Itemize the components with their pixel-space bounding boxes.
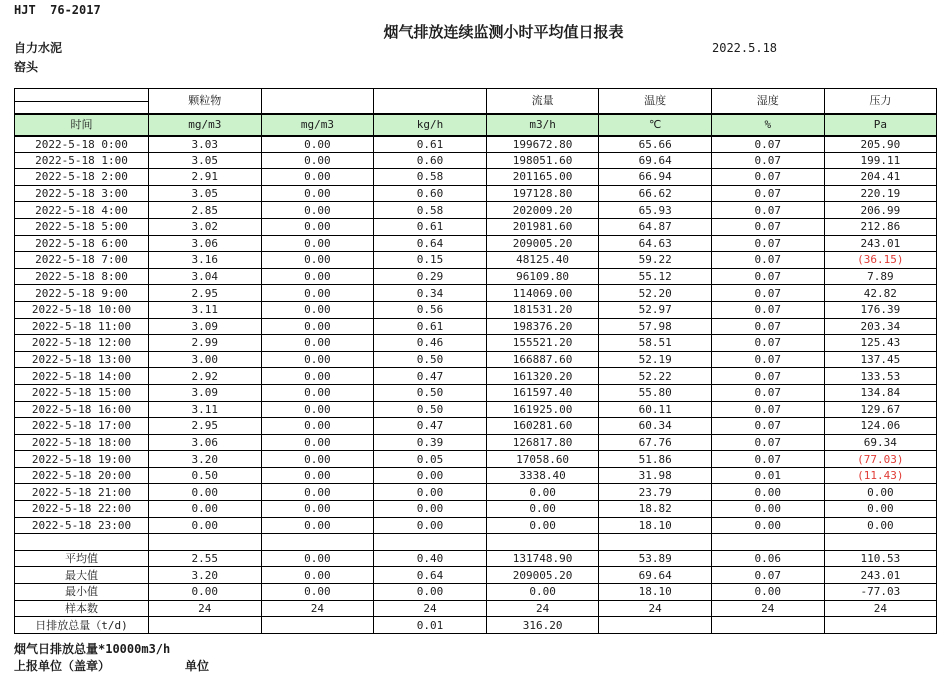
table-cell: 0.00 — [261, 484, 374, 501]
table-cell: 0.00 — [149, 517, 262, 534]
table-cell: 0.00 — [261, 301, 374, 318]
table-cell: 2.95 — [149, 418, 262, 435]
table-cell: 197128.80 — [486, 185, 599, 202]
row-label: 2022-5-18 12:00 — [15, 335, 149, 352]
table-cell: 0.00 — [374, 484, 487, 501]
table-cell: 161597.40 — [486, 384, 599, 401]
data-row — [15, 136, 937, 153]
table-cell: 0.50 — [374, 384, 487, 401]
table-cell: 18.82 — [599, 501, 712, 518]
row-label: 2022-5-18 22:00 — [15, 501, 149, 518]
table-cell: 67.76 — [599, 434, 712, 451]
table-cell: 220.19 — [824, 185, 937, 202]
table-cell — [599, 534, 712, 551]
table-cell: 2.99 — [149, 335, 262, 352]
row-label: 2022-5-18 8:00 — [15, 268, 149, 285]
row-label: 2022-5-18 0:00 — [15, 136, 149, 153]
table-cell: 0.50 — [374, 401, 487, 418]
table-cell: 0.00 — [261, 335, 374, 352]
row-label: 2022-5-18 20:00 — [15, 467, 149, 484]
data-row — [15, 185, 937, 202]
table-cell: 0.07 — [711, 301, 824, 318]
table-cell: 53.89 — [599, 550, 712, 567]
company-name: 自力水泥 — [14, 41, 63, 55]
table-cell: 0.05 — [374, 451, 487, 468]
table-cell: 0.29 — [374, 268, 487, 285]
data-row — [15, 467, 937, 484]
table-cell — [149, 534, 262, 551]
data-row — [15, 351, 937, 368]
table-cell: 133.53 — [824, 368, 937, 385]
table-cell: 0.00 — [261, 351, 374, 368]
table-cell: 0.00 — [711, 584, 824, 601]
table-cell: 160281.60 — [486, 418, 599, 435]
table-cell: 0.00 — [261, 451, 374, 468]
table-cell: 42.82 — [824, 285, 937, 302]
table-cell: 204.41 — [824, 169, 937, 186]
table-cell: 201981.60 — [486, 218, 599, 235]
table-cell: 24 — [374, 600, 487, 617]
table-cell: 3.06 — [149, 434, 262, 451]
data-row — [15, 434, 937, 451]
unit-cell-time: 时间 — [15, 114, 149, 136]
table-cell: 0.06 — [711, 550, 824, 567]
table-cell: 0.00 — [824, 517, 937, 534]
row-label: 2022-5-18 16:00 — [15, 401, 149, 418]
table-cell: 134.84 — [824, 384, 937, 401]
table-cell: 0.00 — [261, 501, 374, 518]
table-cell: (77.03) — [824, 451, 937, 468]
footer-report-org: 上报单位（盖章） — [14, 659, 111, 673]
table-cell: 0.07 — [711, 268, 824, 285]
table-cell: 0.61 — [374, 136, 487, 153]
table-cell: 212.86 — [824, 218, 937, 235]
table-cell: 110.53 — [824, 550, 937, 567]
table-cell: 0.15 — [374, 252, 487, 269]
table-cell: 3.09 — [149, 384, 262, 401]
table-cell — [824, 534, 937, 551]
table-cell: 52.22 — [599, 368, 712, 385]
unit-cell-celsius: ℃ — [599, 114, 712, 136]
table-cell — [149, 617, 262, 634]
data-row — [15, 335, 937, 352]
table-cell: 3.06 — [149, 235, 262, 252]
table-cell: 24 — [149, 600, 262, 617]
table-cell: 48125.40 — [486, 252, 599, 269]
table-cell: 0.58 — [374, 169, 487, 186]
report-date: 2022.5.18 — [712, 41, 778, 55]
row-label: 2022-5-18 14:00 — [15, 368, 149, 385]
data-row — [15, 451, 937, 468]
data-row — [15, 268, 937, 285]
table-cell: 0.07 — [711, 252, 824, 269]
unit-cell-pa: Pa — [824, 114, 937, 136]
summary-row — [15, 567, 937, 584]
table-cell: 3.02 — [149, 218, 262, 235]
table-cell: 0.47 — [374, 418, 487, 435]
table-cell: 66.94 — [599, 169, 712, 186]
table-cell: 0.01 — [711, 467, 824, 484]
summary-row — [15, 550, 937, 567]
summary-row — [15, 584, 937, 601]
header-temperature: 温度 — [599, 89, 712, 114]
table-cell — [711, 617, 824, 634]
table-cell: 0.07 — [711, 136, 824, 153]
table-cell: 52.97 — [599, 301, 712, 318]
spacer-row — [15, 534, 937, 551]
data-row — [15, 285, 937, 302]
doc-code: HJT 76-2017 — [14, 3, 101, 17]
table-cell: 209005.20 — [486, 567, 599, 584]
table-cell: 0.64 — [374, 567, 487, 584]
table-cell — [261, 534, 374, 551]
table-cell: 202009.20 — [486, 202, 599, 219]
table-cell: 0.58 — [374, 202, 487, 219]
table-cell: 0.00 — [711, 484, 824, 501]
row-label: 样本数 — [15, 600, 149, 617]
table-cell: 198376.20 — [486, 318, 599, 335]
row-label: 2022-5-18 15:00 — [15, 384, 149, 401]
table-cell: 199672.80 — [486, 136, 599, 153]
table-cell: 0.01 — [374, 617, 487, 634]
table-cell: 205.90 — [824, 136, 937, 153]
page-title: 烟气排放连续监测小时平均值日报表 — [383, 23, 624, 41]
table-cell: 161320.20 — [486, 368, 599, 385]
table-cell: 0.00 — [261, 169, 374, 186]
table-cell: 0.00 — [261, 185, 374, 202]
table-cell: 2.55 — [149, 550, 262, 567]
data-row — [15, 152, 937, 169]
table-cell: 201165.00 — [486, 169, 599, 186]
table-cell: 0.60 — [374, 185, 487, 202]
table-cell: 0.07 — [711, 202, 824, 219]
table-cell: 0.00 — [374, 584, 487, 601]
table-cell: 24 — [486, 600, 599, 617]
table-cell: 0.00 — [149, 584, 262, 601]
row-label: 2022-5-18 6:00 — [15, 235, 149, 252]
table-cell: 59.22 — [599, 252, 712, 269]
table-cell: 0.07 — [711, 235, 824, 252]
table-cell: 0.07 — [711, 401, 824, 418]
table-cell: 0.07 — [711, 434, 824, 451]
group-header-row — [15, 89, 937, 102]
table-cell: 181531.20 — [486, 301, 599, 318]
row-label: 2022-5-18 19:00 — [15, 451, 149, 468]
table-cell: 2.91 — [149, 169, 262, 186]
table-cell: 0.00 — [261, 368, 374, 385]
data-row — [15, 384, 937, 401]
table-cell: 65.93 — [599, 202, 712, 219]
table-cell: 0.61 — [374, 218, 487, 235]
data-row — [15, 301, 937, 318]
table-cell: 0.07 — [711, 169, 824, 186]
table-cell: 0.07 — [711, 351, 824, 368]
row-label: 日排放总量（t/d) — [15, 617, 149, 634]
footer-total-note: 烟气日排放总量*10000m3/h — [14, 642, 171, 656]
table-cell: 66.62 — [599, 185, 712, 202]
table-cell: 155521.20 — [486, 335, 599, 352]
table-cell: 64.63 — [599, 235, 712, 252]
table-cell: 23.79 — [599, 484, 712, 501]
unit-cell-pm-mg: mg/m3 — [149, 114, 262, 136]
table-cell: 69.34 — [824, 434, 937, 451]
table-cell: 0.00 — [261, 136, 374, 153]
table-cell: 0.00 — [711, 501, 824, 518]
table-cell: 125.43 — [824, 335, 937, 352]
table-cell: 0.00 — [261, 584, 374, 601]
table-cell: 0.00 — [149, 501, 262, 518]
table-cell: 0.07 — [711, 451, 824, 468]
table-cell: 55.80 — [599, 384, 712, 401]
table-cell: 161925.00 — [486, 401, 599, 418]
table-cell: 243.01 — [824, 567, 937, 584]
table-cell: 0.00 — [261, 384, 374, 401]
unit-cell-percent: % — [711, 114, 824, 136]
units-row — [15, 114, 937, 136]
table-cell: 131748.90 — [486, 550, 599, 567]
header-blank-col4 — [374, 89, 487, 114]
table-cell: 17058.60 — [486, 451, 599, 468]
table-cell: 31.98 — [599, 467, 712, 484]
table-cell: 199.11 — [824, 152, 937, 169]
table-cell: 24 — [824, 600, 937, 617]
table-cell: 0.07 — [711, 384, 824, 401]
header-blank-col3 — [261, 89, 374, 114]
table-cell: 3.11 — [149, 401, 262, 418]
table-cell: 0.61 — [374, 318, 487, 335]
table-cell: 316.20 — [486, 617, 599, 634]
header-particulate: 颗粒物 — [149, 89, 262, 114]
table-cell: 198051.60 — [486, 152, 599, 169]
row-label: 2022-5-18 17:00 — [15, 418, 149, 435]
footer-unit-label: 单位 — [185, 659, 210, 673]
row-label — [15, 534, 149, 551]
table-cell: 0.60 — [374, 152, 487, 169]
unit-cell-mg: mg/m3 — [261, 114, 374, 136]
table-cell: 0.50 — [374, 351, 487, 368]
header-humidity: 湿度 — [711, 89, 824, 114]
table-cell: 0.07 — [711, 418, 824, 435]
table-cell: 0.00 — [261, 252, 374, 269]
table-cell: 0.00 — [261, 218, 374, 235]
table-cell: (11.43) — [824, 467, 937, 484]
table-cell: 126817.80 — [486, 434, 599, 451]
table-cell: 0.07 — [711, 368, 824, 385]
table-cell: 0.00 — [261, 418, 374, 435]
table-cell: 69.64 — [599, 152, 712, 169]
table-cell: 206.99 — [824, 202, 937, 219]
row-label: 2022-5-18 7:00 — [15, 252, 149, 269]
table-cell: 0.00 — [374, 467, 487, 484]
table-cell: 0.00 — [486, 501, 599, 518]
table-cell: 0.00 — [486, 484, 599, 501]
table-cell: 0.00 — [261, 318, 374, 335]
table-cell: 0.07 — [711, 185, 824, 202]
data-row — [15, 418, 937, 435]
table-cell: 0.46 — [374, 335, 487, 352]
table-cell: 60.34 — [599, 418, 712, 435]
row-label: 最大值 — [15, 567, 149, 584]
table-cell: 24 — [599, 600, 712, 617]
table-cell: 137.45 — [824, 351, 937, 368]
table-cell: 24 — [711, 600, 824, 617]
table-cell: 58.51 — [599, 335, 712, 352]
table-cell: 203.34 — [824, 318, 937, 335]
header-blank-top — [15, 89, 149, 102]
row-label: 最小值 — [15, 584, 149, 601]
data-row — [15, 401, 937, 418]
table-cell: 0.00 — [486, 517, 599, 534]
data-row — [15, 517, 937, 534]
table-cell: 7.89 — [824, 268, 937, 285]
table-cell: 0.64 — [374, 235, 487, 252]
table-cell: 0.00 — [824, 484, 937, 501]
table-cell: 0.00 — [261, 152, 374, 169]
table-cell: 3.20 — [149, 451, 262, 468]
table-cell: 18.10 — [599, 584, 712, 601]
row-label: 2022-5-18 5:00 — [15, 218, 149, 235]
header-pressure: 压力 — [824, 89, 937, 114]
table-cell: 0.00 — [261, 434, 374, 451]
table-cell: 0.00 — [261, 517, 374, 534]
table-cell: 3.00 — [149, 351, 262, 368]
table-cell: 0.34 — [374, 285, 487, 302]
table-cell: 2.92 — [149, 368, 262, 385]
data-row — [15, 169, 937, 186]
table-cell: 166887.60 — [486, 351, 599, 368]
data-row — [15, 318, 937, 335]
row-label: 2022-5-18 11:00 — [15, 318, 149, 335]
table-cell — [486, 534, 599, 551]
table-cell: 3.04 — [149, 268, 262, 285]
table-cell — [374, 534, 487, 551]
table-cell: 243.01 — [824, 235, 937, 252]
table-cell: 176.39 — [824, 301, 937, 318]
table-cell: 18.10 — [599, 517, 712, 534]
table-cell: 3338.40 — [486, 467, 599, 484]
table-body — [15, 136, 937, 634]
table-cell: 0.00 — [374, 517, 487, 534]
table-cell: -77.03 — [824, 584, 937, 601]
table-cell: 0.00 — [261, 235, 374, 252]
table-cell: 0.00 — [261, 268, 374, 285]
table-cell: 0.40 — [374, 550, 487, 567]
table-cell: 57.98 — [599, 318, 712, 335]
data-row — [15, 368, 937, 385]
header-blank-bottom — [15, 102, 149, 114]
table-cell: (36.15) — [824, 252, 937, 269]
data-row — [15, 218, 937, 235]
table-cell: 0.00 — [374, 501, 487, 518]
table-cell: 0.07 — [711, 285, 824, 302]
monitor-location: 窑头 — [14, 60, 39, 74]
header-flow: 流量 — [486, 89, 599, 114]
table-cell: 0.00 — [261, 567, 374, 584]
table-cell: 0.39 — [374, 434, 487, 451]
table-cell: 0.50 — [149, 467, 262, 484]
row-label: 2022-5-18 1:00 — [15, 152, 149, 169]
table-cell: 3.16 — [149, 252, 262, 269]
row-label: 2022-5-18 2:00 — [15, 169, 149, 186]
table-cell: 0.00 — [261, 285, 374, 302]
table-cell: 52.19 — [599, 351, 712, 368]
data-row — [15, 252, 937, 269]
unit-cell-m3h: m3/h — [486, 114, 599, 136]
table-cell: 3.20 — [149, 567, 262, 584]
row-label: 2022-5-18 3:00 — [15, 185, 149, 202]
table-cell: 0.00 — [261, 467, 374, 484]
row-label: 平均值 — [15, 550, 149, 567]
table-cell: 114069.00 — [486, 285, 599, 302]
data-row — [15, 202, 937, 219]
row-label: 2022-5-18 18:00 — [15, 434, 149, 451]
table-cell: 0.00 — [261, 202, 374, 219]
data-row — [15, 501, 937, 518]
unit-cell-kgh: kg/h — [374, 114, 487, 136]
table-cell: 209005.20 — [486, 235, 599, 252]
table-cell: 2.95 — [149, 285, 262, 302]
table-cell: 0.00 — [824, 501, 937, 518]
table-cell: 3.03 — [149, 136, 262, 153]
table-cell: 65.66 — [599, 136, 712, 153]
summary-row — [15, 617, 937, 634]
table-cell — [599, 617, 712, 634]
table-cell: 0.07 — [711, 318, 824, 335]
summary-row — [15, 600, 937, 617]
row-label: 2022-5-18 23:00 — [15, 517, 149, 534]
table-cell: 60.11 — [599, 401, 712, 418]
table-cell: 69.64 — [599, 567, 712, 584]
table-cell: 0.00 — [486, 584, 599, 601]
table-cell: 0.07 — [711, 218, 824, 235]
table-cell: 64.87 — [599, 218, 712, 235]
row-label: 2022-5-18 4:00 — [15, 202, 149, 219]
table-cell: 0.07 — [711, 567, 824, 584]
table-cell: 129.67 — [824, 401, 937, 418]
table-cell: 3.09 — [149, 318, 262, 335]
table-cell: 51.86 — [599, 451, 712, 468]
table-cell: 52.20 — [599, 285, 712, 302]
table-cell: 55.12 — [599, 268, 712, 285]
row-label: 2022-5-18 10:00 — [15, 301, 149, 318]
table-cell — [261, 617, 374, 634]
table-cell: 0.00 — [261, 550, 374, 567]
table-cell: 0.47 — [374, 368, 487, 385]
table-cell: 24 — [261, 600, 374, 617]
table-cell: 0.07 — [711, 335, 824, 352]
table-cell: 124.06 — [824, 418, 937, 435]
row-label: 2022-5-18 9:00 — [15, 285, 149, 302]
row-label: 2022-5-18 13:00 — [15, 351, 149, 368]
report-table — [14, 88, 937, 634]
row-label: 2022-5-18 21:00 — [15, 484, 149, 501]
table-cell — [711, 534, 824, 551]
data-row — [15, 484, 937, 501]
table-cell — [824, 617, 937, 634]
table-cell: 0.00 — [261, 401, 374, 418]
table-cell: 0.07 — [711, 152, 824, 169]
table-cell: 0.00 — [711, 517, 824, 534]
table-cell: 3.11 — [149, 301, 262, 318]
table-cell: 3.05 — [149, 185, 262, 202]
table-cell: 0.56 — [374, 301, 487, 318]
data-row — [15, 235, 937, 252]
table-cell: 3.05 — [149, 152, 262, 169]
table-cell: 0.00 — [149, 484, 262, 501]
table-cell: 2.85 — [149, 202, 262, 219]
table-cell: 96109.80 — [486, 268, 599, 285]
